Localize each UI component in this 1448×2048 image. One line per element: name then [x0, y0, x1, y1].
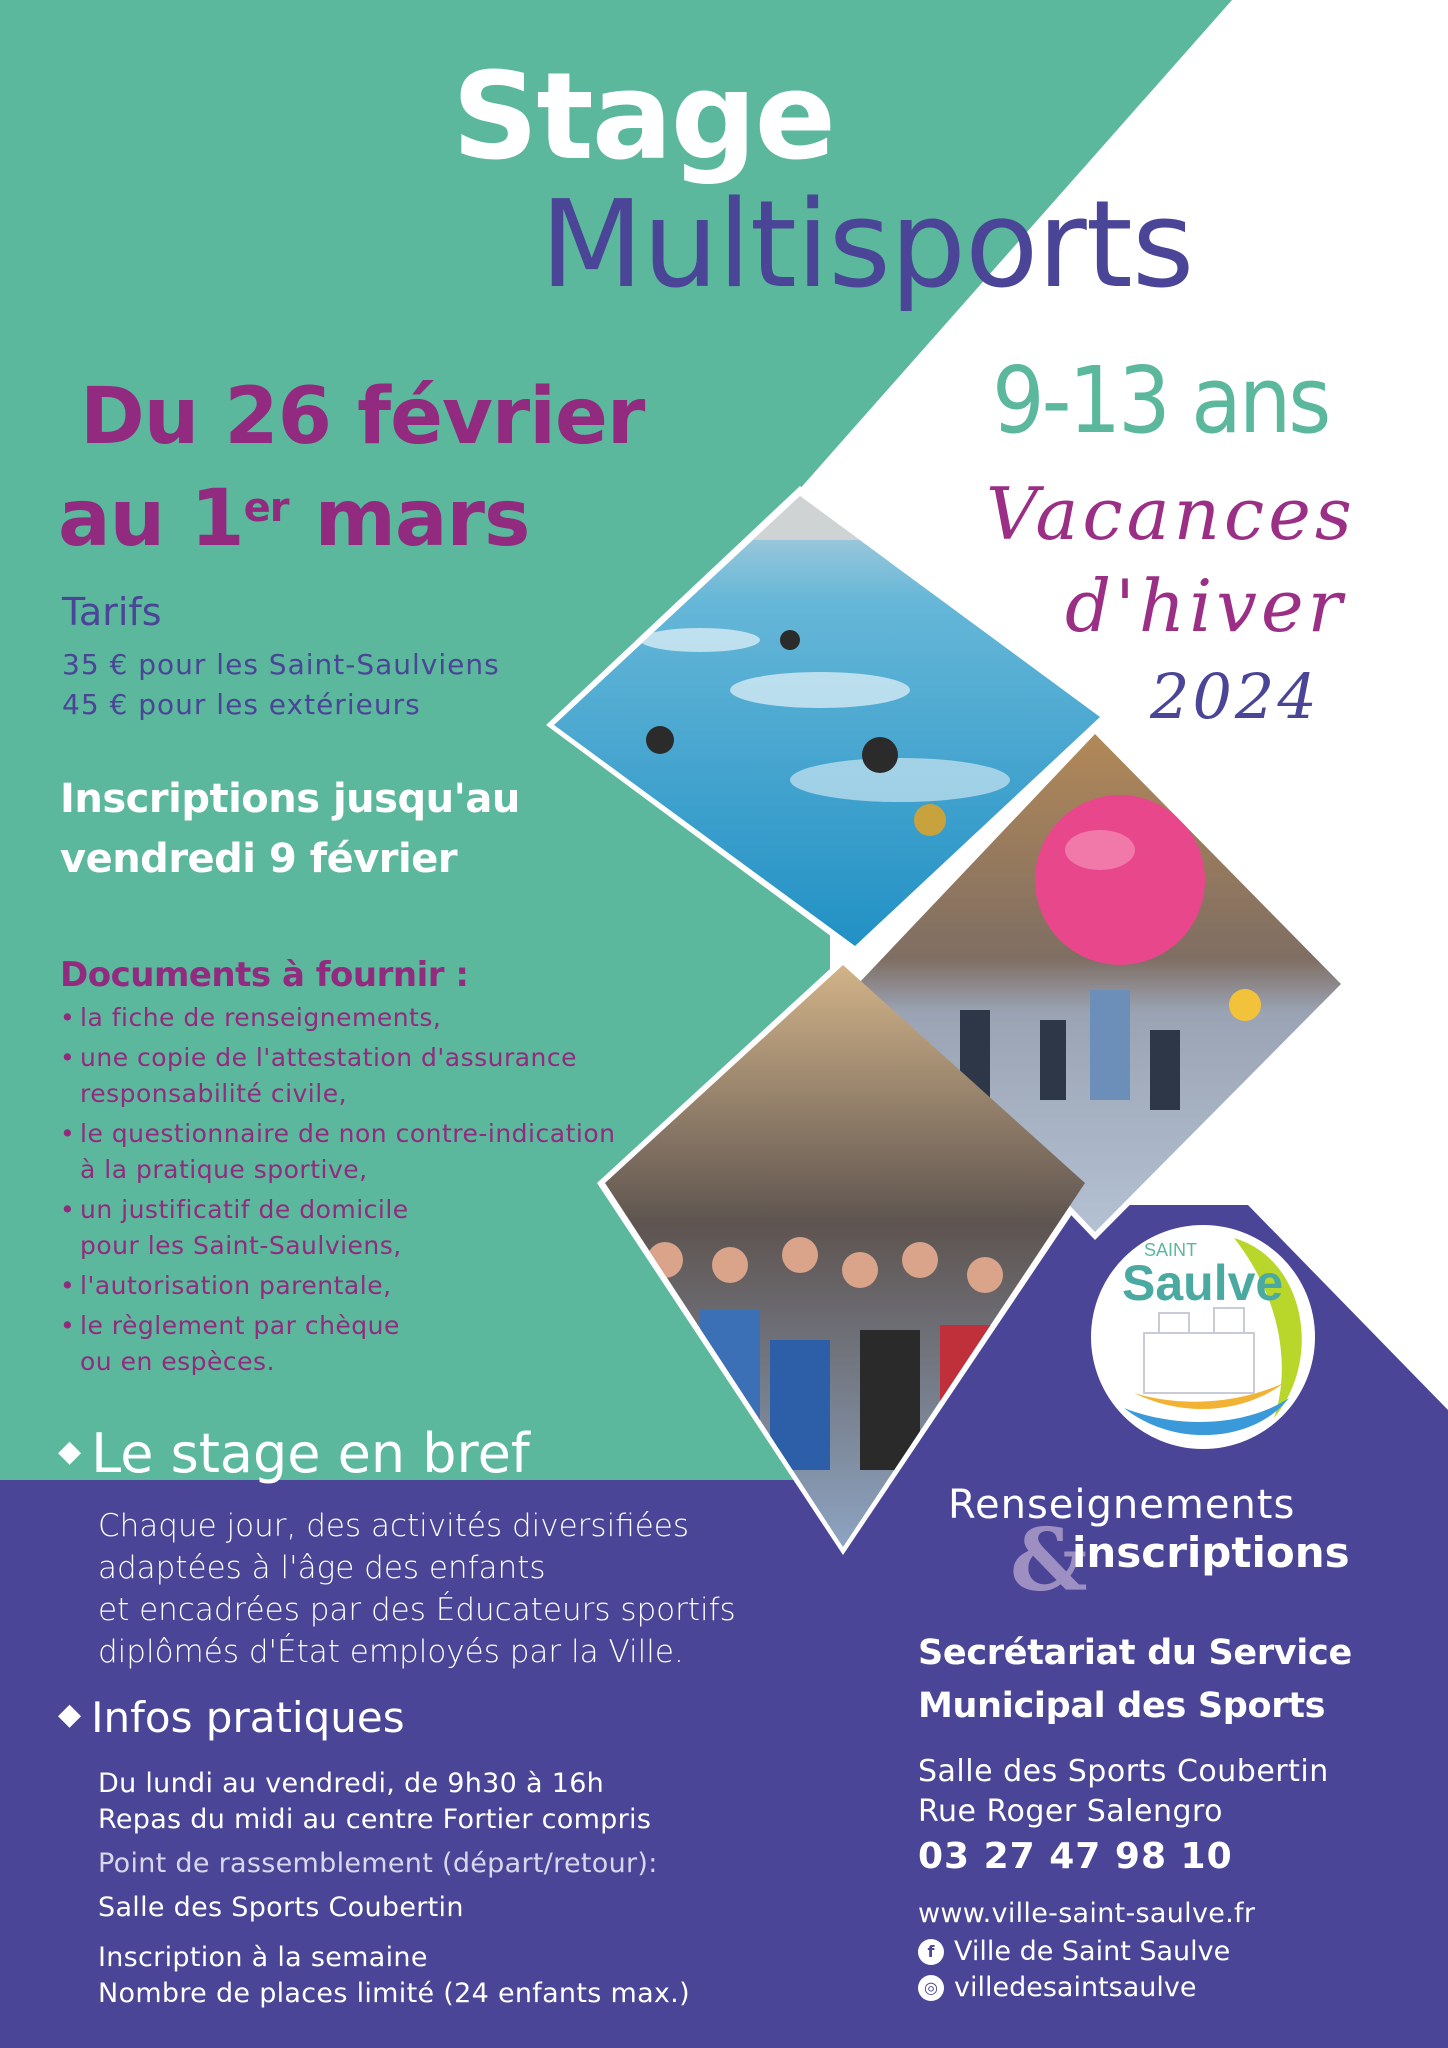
bref-line: et encadrées par des Éducateurs sportifs [98, 1592, 736, 1628]
bref-line: Chaque jour, des activités diversifiées [98, 1508, 690, 1544]
infos-line: Salle des Sports Coubertin [98, 1892, 464, 1923]
infos-line: Du lundi au vendredi, de 9h30 à 16h [98, 1768, 605, 1799]
website-link[interactable]: www.ville-saint-saulve.fr [918, 1898, 1256, 1929]
document-item: • la fiche de renseignements, [60, 1000, 441, 1036]
document-item: • un justificatif de domicile [60, 1192, 409, 1228]
infos-line: Repas du midi au centre Fortier compris [98, 1804, 652, 1835]
tarifs-heading: Tarifs [62, 590, 162, 634]
title-stage: Stage [452, 48, 835, 187]
bref-line: adaptées à l'âge des enfants [98, 1550, 546, 1586]
document-item: • une copie de l'attestation d'assurance [60, 1040, 577, 1076]
title-multisports: Multisports [540, 176, 1194, 315]
document-item: • l'autorisation parentale, [60, 1268, 392, 1304]
diamond-icon: ◆ [58, 1433, 82, 1469]
facebook-icon: f [918, 1939, 944, 1965]
address-line2: Rue Roger Salengro [918, 1794, 1224, 1829]
document-item: ou en espèces. [80, 1347, 276, 1376]
address-line1: Salle des Sports Coubertin [918, 1754, 1329, 1789]
infos-line: Nombre de places limité (24 enfants max.) [98, 1978, 690, 2009]
facebook-link[interactable]: f Ville de Saint Saulve [918, 1936, 1230, 1967]
office-line2: Municipal des Sports [918, 1686, 1326, 1726]
instagram-icon: ◎ [918, 1975, 944, 2001]
bullet-icon: • [60, 1271, 76, 1300]
contact-heading-line2: inscriptions [1072, 1528, 1350, 1577]
logo-top-text: SAINT [1144, 1240, 1198, 1260]
bullet-icon: • [60, 1043, 76, 1072]
ampersand: & [1010, 1510, 1088, 1611]
document-item: • le questionnaire de non contre-indication [60, 1116, 615, 1152]
bullet-icon: • [60, 1195, 76, 1224]
documents-heading: Documents à fournir : [60, 955, 469, 995]
infos-line: Inscription à la semaine [98, 1942, 428, 1973]
document-item: pour les Saint-Saulviens, [80, 1231, 402, 1260]
document-item: • le règlement par chèque [60, 1308, 400, 1344]
bref-heading: ◆ Le stage en bref [58, 1422, 530, 1485]
deadline-line2: vendredi 9 février [60, 836, 458, 882]
document-item: responsabilité civile, [80, 1079, 348, 1108]
phone-number[interactable]: 03 27 47 98 10 [918, 1836, 1233, 1877]
deadline-line1: Inscriptions jusqu'au [60, 776, 520, 822]
office-line1: Secrétariat du Service [918, 1633, 1352, 1673]
bref-line: diplômés d'État employés par la Ville. [98, 1634, 684, 1670]
logo-name-text: Saulve [1122, 1255, 1284, 1311]
diamond-icon: ◆ [58, 1697, 82, 1732]
date-line1: Du 26 février [80, 372, 645, 462]
bullet-icon: • [60, 1003, 76, 1032]
document-item: à la pratique sportive, [80, 1155, 368, 1184]
season-line1: Vacances [986, 472, 1356, 556]
tarif-exterior: 45 € pour les extérieurs [62, 688, 421, 721]
bullet-icon: • [60, 1311, 76, 1340]
infos-heading: ◆ Infos pratiques [58, 1693, 405, 1742]
tarif-resident: 35 € pour les Saint-Saulviens [62, 648, 500, 681]
instagram-link[interactable]: ◎ villedesaintsaulve [918, 1972, 1196, 2003]
season-year: 2024 [1150, 660, 1320, 733]
date-line2: au 1er mars [58, 474, 530, 564]
season-line2: d'hiver [1065, 564, 1346, 648]
saint-saulve-logo [1084, 1218, 1322, 1456]
age-range: 9-13 ans [992, 347, 1329, 454]
infos-line: Point de rassemblement (départ/retour): [98, 1848, 658, 1879]
bullet-icon: • [60, 1119, 76, 1148]
contact-heading-line1: Renseignements [948, 1482, 1296, 1528]
